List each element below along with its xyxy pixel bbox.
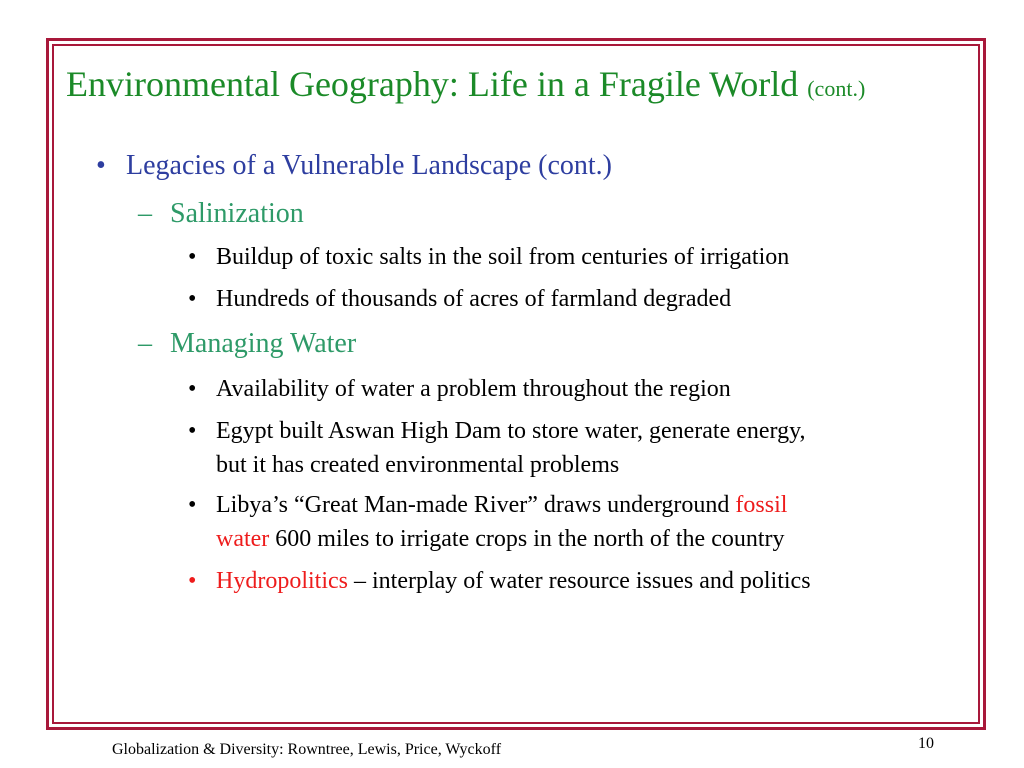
bullet-marker: • [188,376,197,402]
slide-title-suffix: (cont.) [807,76,866,101]
bullet-marker: • [188,244,197,270]
point-text [216,488,787,522]
highlight-term: fossil [735,492,788,518]
point-text: but it has created environmental problems [216,452,620,478]
dash-marker: – [138,328,152,359]
highlight-term: Hydropolitics [216,568,348,594]
bullet-marker: • [188,492,197,518]
page-number: 10 [918,735,934,752]
highlight-term: water [216,526,270,552]
point-text: Buildup of toxic salts in the soil from centuries of irrigation [216,244,790,270]
list-item-level3-continuation [216,522,785,556]
section-label: Managing Water [170,328,357,359]
point-text-part: Libya’s “Great Man-made River” draws underground [216,492,736,518]
point-text: Egypt built Aswan High Dam to store water, generate energy, [216,418,806,444]
section-label: Salinization [170,198,304,229]
slide-title-text: Environmental Geography: Life in a Fragile World [66,64,799,104]
bullet-marker: • [96,150,106,181]
list-item-level3-continuation [216,448,619,482]
point-text [216,564,811,598]
point-text: Availability of water a problem throughout the region [216,376,731,402]
bullet-marker: • [188,286,197,312]
bullet-marker: • [188,418,197,444]
point-text-part: – interplay of water resource issues and politics [348,568,811,594]
heading-text: Legacies of a Vulnerable Landscape (cont.) [126,150,613,181]
point-text: Hundreds of thousands of acres of farmland degraded [216,286,732,312]
point-text-part: 600 miles to irrigate crops in the north of the country [269,526,785,552]
bullet-marker: • [188,568,197,594]
dash-marker: – [138,198,152,229]
slide-footer: Globalization & Diversity: Rowntree, Lewis, Price, Wyckoff [112,741,502,758]
